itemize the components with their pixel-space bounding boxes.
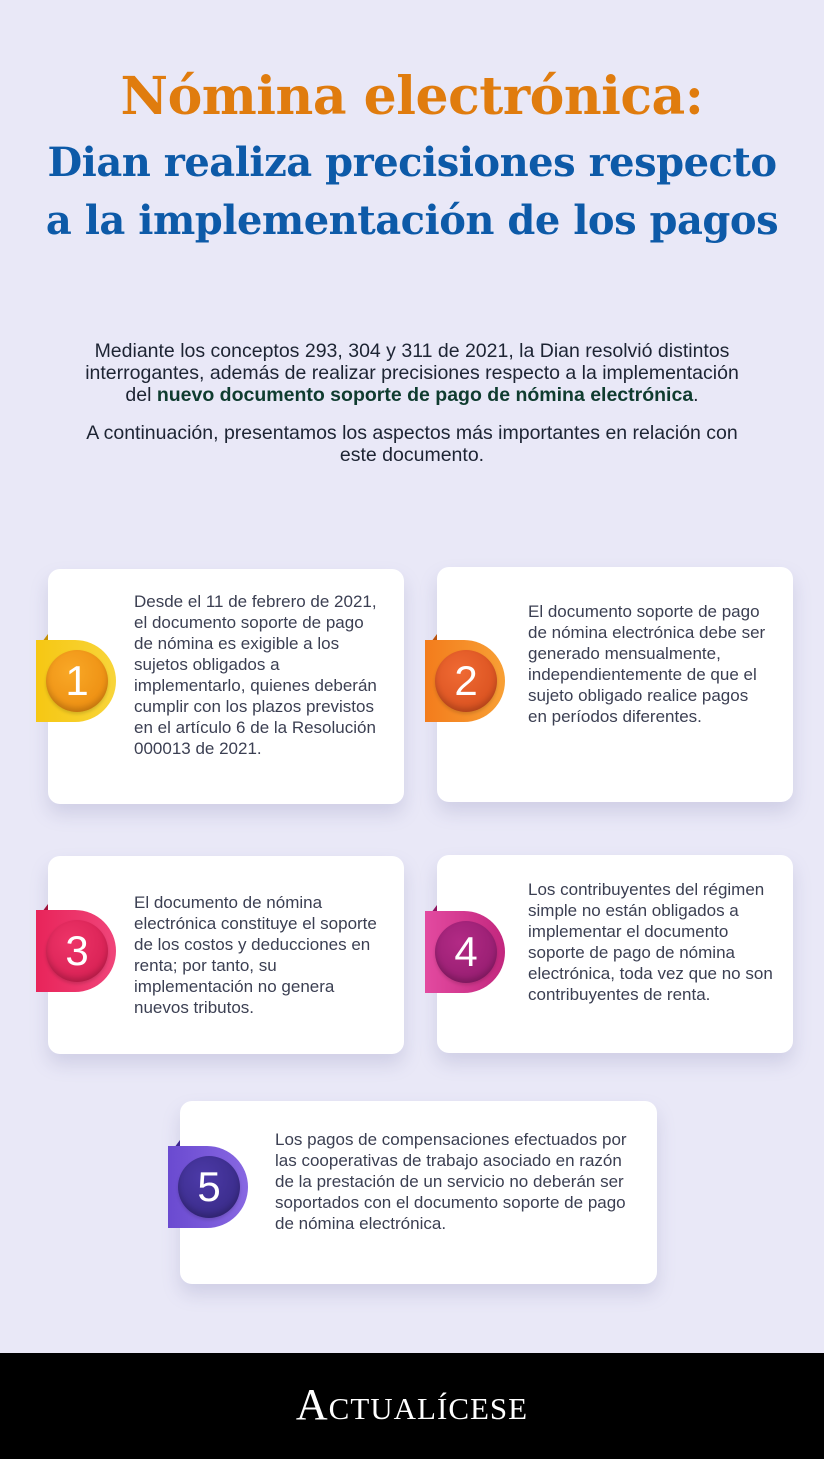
- number-badge-4-label: 4: [435, 921, 497, 983]
- number-badge-1: [36, 634, 126, 726]
- intro-paragraph-1-end: .: [693, 384, 699, 406]
- point-card-2-text: El documento soporte de pago de nómina electrónica debe ser generado mensualmente, independientemente de que el sujeto obligado realice pagos en períodos diferentes.: [528, 602, 766, 726]
- number-badge-3-label: 3: [46, 920, 108, 982]
- number-badge-3: [36, 904, 126, 996]
- number-badge-1-label: 1: [46, 650, 108, 712]
- footer: [0, 1353, 824, 1459]
- page-title: Nómina electrónica:: [120, 66, 704, 127]
- intro-paragraph-1-highlight: nuevo documento soporte de pago de nómina electrónica: [156, 384, 694, 406]
- number-badge-2-label: 2: [435, 650, 497, 712]
- intro-text: [80, 340, 744, 482]
- number-badge-5: [168, 1140, 258, 1232]
- number-badge-5-label: 5: [178, 1156, 240, 1218]
- point-card-1-text: Desde el 11 de febrero de 2021, el documento soporte de pago de nómina es exigible a los sujetos obligados a implementarlo, quienes deberán cumplir con los plazos previstos en el artículo 6 de la Resolución 000013 de 2021.: [134, 592, 377, 758]
- brand-logo: Actualícese: [295, 1380, 529, 1429]
- point-card-3-text: El documento de nómina electrónica constituye el soporte de los costos y deducciones en renta; por tanto, su implementación no genera nuevos tributos.: [134, 893, 377, 1017]
- intro-paragraph-2: A continuación, presentamos los aspectos más importantes en relación con este documento.: [86, 422, 738, 466]
- intro-paragraph-1: [80, 340, 744, 406]
- point-card-4-text: Los contribuyentes del régimen simple no están obligados a implementar el documento soporte de pago de nómina electrónica, toda vez que no son contribuyentes de renta.: [528, 880, 773, 1004]
- number-badge-2: [425, 634, 515, 726]
- number-badge-4: [425, 905, 515, 997]
- page-subtitle: Dian realiza precisiones respecto a la implementación de los pagos: [45, 139, 779, 244]
- point-card-5-text: Los pagos de compensaciones efectuados por las cooperativas de trabajo asociado en razón de la prestación de un servicio no deberán ser soportados con el documento soporte de pago de nómina electrónica.: [275, 1130, 627, 1233]
- intro-paragraph-1-start: Mediante los conceptos 293, 304 y 311 de 2021, la Dian resolvió distintos interrogantes, además de realizar precisiones respecto a la implementación del: [85, 340, 739, 406]
